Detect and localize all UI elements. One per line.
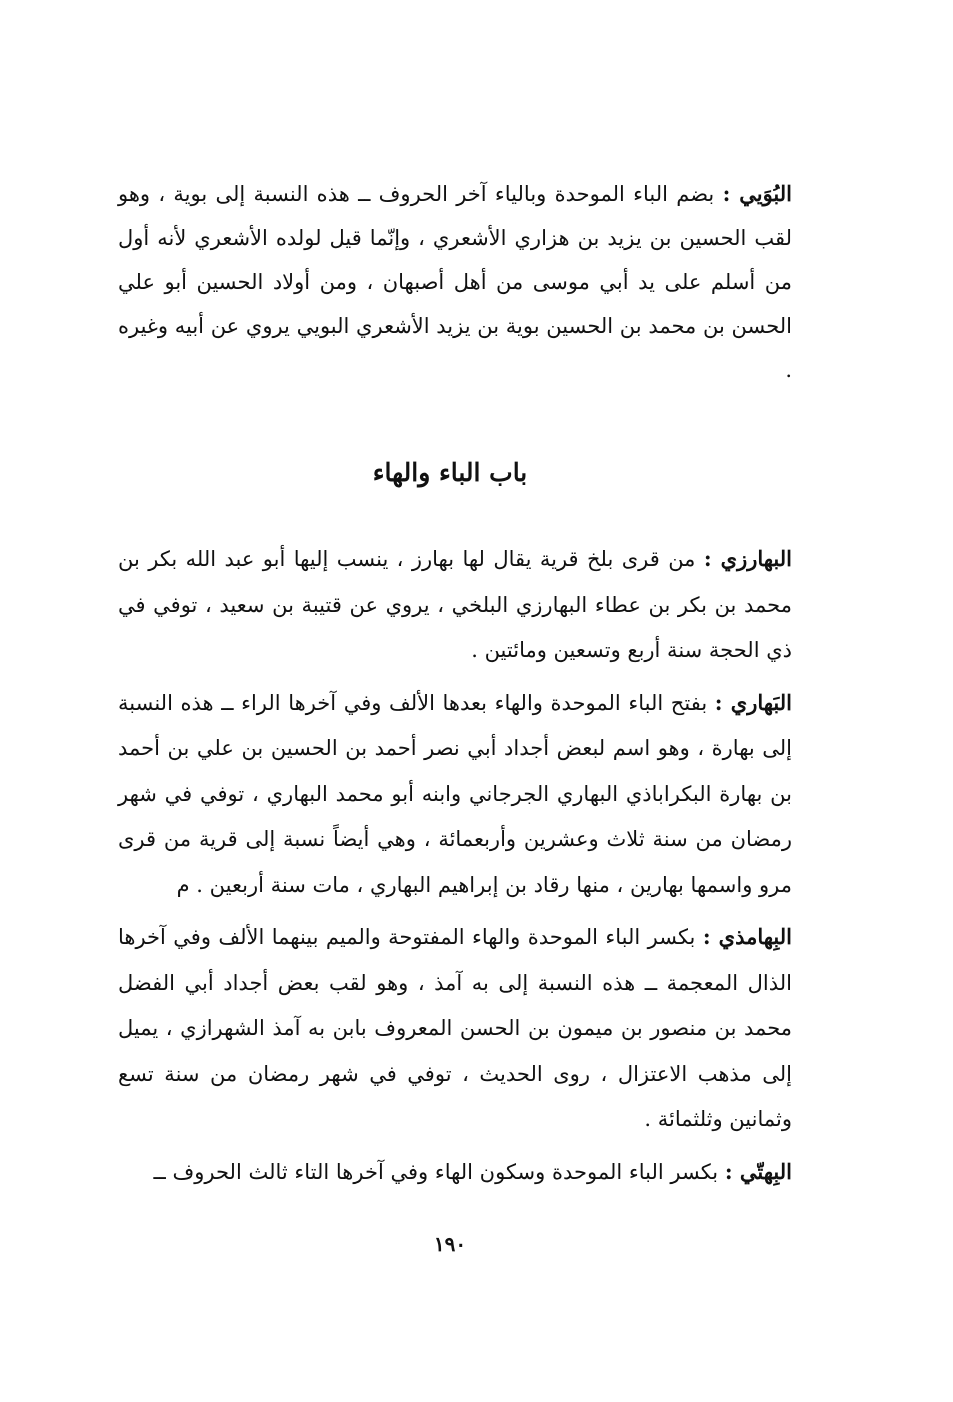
entry-heading: البِهتّي : bbox=[724, 1158, 792, 1184]
section-title: باب الباء والهاء bbox=[372, 458, 528, 487]
entry-heading: البهارزي : bbox=[703, 546, 792, 571]
entry-heading: البُوَيي : bbox=[722, 181, 792, 206]
entry-text: من قرى بلخ قرية يقال لها بهارز ، ينسب إليها أبو عبد الله بكر بن محمد بن بكر بن عطاء البهارزي البلخي ، يروي عن قتيبة بن سعيد ، توفي في ذي الحجة سنة أربع وتسعين ومائتين . bbox=[118, 547, 792, 662]
entry-text: بضم الباء الموحدة وبالياء آخر الحروف ــ هذه النسبة إلى بوية ، وهو لقب الحسين بن يزيد بن هزاري الأشعري ، وإنّما قيل لولده الأشعري لأنه أول من أسلم على يد أبي موسى من أهل أصبهان ، ومن أولاد الحسين أبو علي الحسن بن محمد بن الحسين بوية بن يزيد الأشعري البويي يروي عن أبيه وغيره . bbox=[118, 182, 792, 382]
entry-albahari bbox=[118, 680, 792, 909]
entry-albaharzi bbox=[118, 536, 792, 674]
entry-text: بكسر الباء الموحدة والهاء المفتوحة والميم بينهما الألف وفي آخرها الذال المعجمة ــ هذه النسبة إلى به آمذ ، وهو لقب بعض أجداد أبي الفضل محمد بن منصور بن ميمون بن الحسن المعروف بابن به آمذ الشهرازي ، يميل إلى مذهب الاعتزال ، روى الحديث ، توفي في شهر رمضان من سنة تسع وثمانين وثلثمائة . bbox=[118, 925, 792, 1131]
entry-albihamidhi bbox=[118, 914, 792, 1143]
entry-heading: البَهاري : bbox=[714, 689, 792, 715]
entry-albuwayi bbox=[118, 172, 792, 392]
entries-list bbox=[118, 536, 792, 1201]
top-entry-paragraph bbox=[118, 172, 792, 398]
entry-text: بفتح الباء الموحدة والهاء بعدها الألف وفي آخرها الراء ــ هذه النسبة إلى بهارة ، وهو اسم لبعض أجداد أبي نصر أحمد بن الحسين بن علي بن أحمد بن بهارة البكراباذي البهاري الجرجاني وابنه أبو محمد البهاري ، توفي في شهر رمضان من سنة ثلاث وعشرين وأربعمائة ، وهي أيضاً نسبة إلى قرية من قرى مرو واسمها بهارين ، منها رقاد بن إبراهيم البهاري ، مات سنة أربعين . م bbox=[118, 690, 792, 897]
entry-text: بكسر الباء الموحدة وسكون الهاء وفي آخرها التاء ثالث الحروف ــ bbox=[153, 1159, 719, 1184]
entry-albihti bbox=[118, 1149, 792, 1196]
page-number: ١٩٠ bbox=[433, 1232, 467, 1256]
entry-heading: البِهامذي : bbox=[702, 924, 792, 949]
